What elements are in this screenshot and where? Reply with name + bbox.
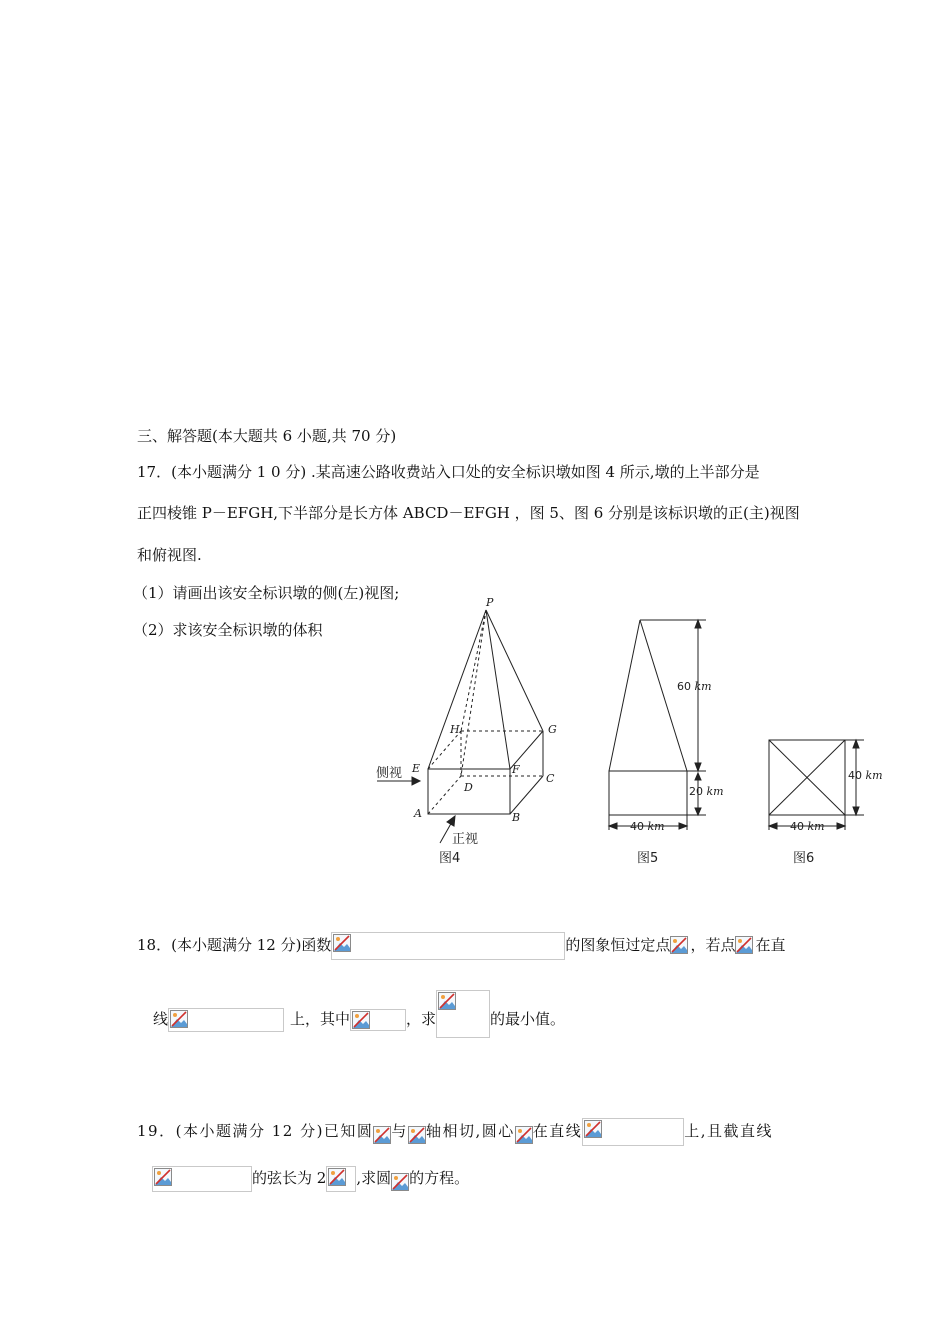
broken-image-icon [438, 992, 456, 1010]
formula-image-point-a [670, 936, 690, 956]
q18-text-7: ，求 [406, 1010, 437, 1028]
formula-image-condition [350, 1009, 406, 1031]
fig6-dim-width: 40 km [790, 820, 825, 833]
broken-image-icon [328, 1168, 346, 1186]
section-header: 三、解答题(本大题共 6 小题,共 70 分) [137, 427, 397, 445]
q19-text-2: 与 [391, 1122, 408, 1140]
q17-sub2: （2）求该安全标识墩的体积 [133, 621, 323, 639]
formula-image-center [515, 1126, 533, 1146]
q19-text-6: 的弦长为 2 [252, 1169, 327, 1187]
q18-text-3: ，若点 [690, 936, 736, 954]
broken-image-icon [735, 936, 753, 954]
q18-text-4: 在直 [755, 936, 786, 954]
vertex-e: E [412, 762, 421, 775]
q18-text-8: 的最小值。 [490, 1010, 566, 1028]
q18-text-1: 18．(本小题满分 12 分)函数 [137, 936, 332, 954]
formula-image-line [168, 1008, 284, 1032]
formula-image-function [331, 932, 565, 960]
q18-line2 [153, 990, 565, 1038]
figure-5 [609, 620, 706, 830]
q17-line3: 和俯视图. [137, 546, 202, 564]
vertex-a: A [414, 807, 422, 820]
vertex-b: B [512, 811, 521, 824]
broken-image-icon [408, 1126, 426, 1144]
broken-image-icon [584, 1120, 602, 1138]
formula-image-line-1 [582, 1118, 684, 1146]
formula-image-circle-c [373, 1126, 391, 1146]
fig5-dim-width: 40 km [630, 820, 665, 833]
q17-line1: 17．(本小题满分 1 0 分) .某高速公路收费站入口处的安全标识墩如图 4 所示,墩的上半部分是 [137, 463, 760, 481]
figures-panel [360, 590, 900, 875]
formula-image-point-a-2 [735, 936, 755, 956]
broken-image-icon [670, 936, 688, 954]
q18-text-6: 上，其中 [290, 1010, 351, 1028]
broken-image-icon [170, 1010, 188, 1028]
q19-line2 [152, 1166, 469, 1193]
vertex-g: G [548, 723, 557, 736]
vertex-d: D [464, 781, 473, 794]
fig6-caption: 图6 [793, 851, 815, 866]
q19-text-3: 轴相切,圆心 [425, 1122, 515, 1140]
formula-image-circle-c-2 [391, 1173, 409, 1193]
broken-image-icon [391, 1173, 409, 1191]
q19-text-8: 的方程。 [409, 1169, 470, 1187]
q18-text-5: 线 [153, 1010, 169, 1028]
broken-image-icon [373, 1126, 391, 1144]
q19-text-7: ,求圆 [356, 1169, 392, 1187]
vertex-f: F [512, 763, 520, 776]
fig5-caption: 图5 [637, 851, 659, 866]
fig5-dim-bottom: 20 km [689, 785, 724, 798]
broken-image-icon [352, 1011, 370, 1029]
q19-line1 [137, 1118, 773, 1146]
formula-image-axis [408, 1126, 426, 1146]
vertex-p: P [486, 596, 494, 609]
broken-image-icon [154, 1168, 172, 1186]
fig4-caption: 图4 [439, 851, 461, 866]
vertex-c: C [546, 772, 555, 785]
q17-sub1: （1）请画出该安全标识墩的侧(左)视图; [133, 584, 400, 602]
formula-image-line-2 [152, 1166, 252, 1192]
fig5-dim-top: 60 km [677, 680, 712, 693]
side-view-label: 侧视 [376, 766, 403, 781]
figure-4 [377, 610, 543, 843]
q19-text-4: 在直线 [532, 1122, 583, 1140]
q18-line1 [137, 932, 785, 960]
q19-text-1: 19．(本小题满分 12 分)已知圆 [137, 1122, 374, 1140]
fig6-dim-side: 40 km [848, 769, 883, 782]
front-view-label: 正视 [452, 832, 479, 847]
vertex-h: H [450, 723, 460, 736]
q18-text-2: 的图象恒过定点 [565, 936, 671, 954]
figure-6 [769, 740, 864, 830]
q19-text-5: 上,且截直线 [684, 1122, 774, 1140]
q17-line2: 正四棱锥 P－EFGH,下半部分是长方体 ABCD－EFGH ，图 5、图 6 分别是该标识墩的正(主)视图 [137, 504, 800, 522]
formula-image-sqrt [326, 1166, 356, 1192]
broken-image-icon [515, 1126, 533, 1144]
broken-image-icon [333, 934, 351, 952]
formula-image-expression [436, 990, 490, 1038]
